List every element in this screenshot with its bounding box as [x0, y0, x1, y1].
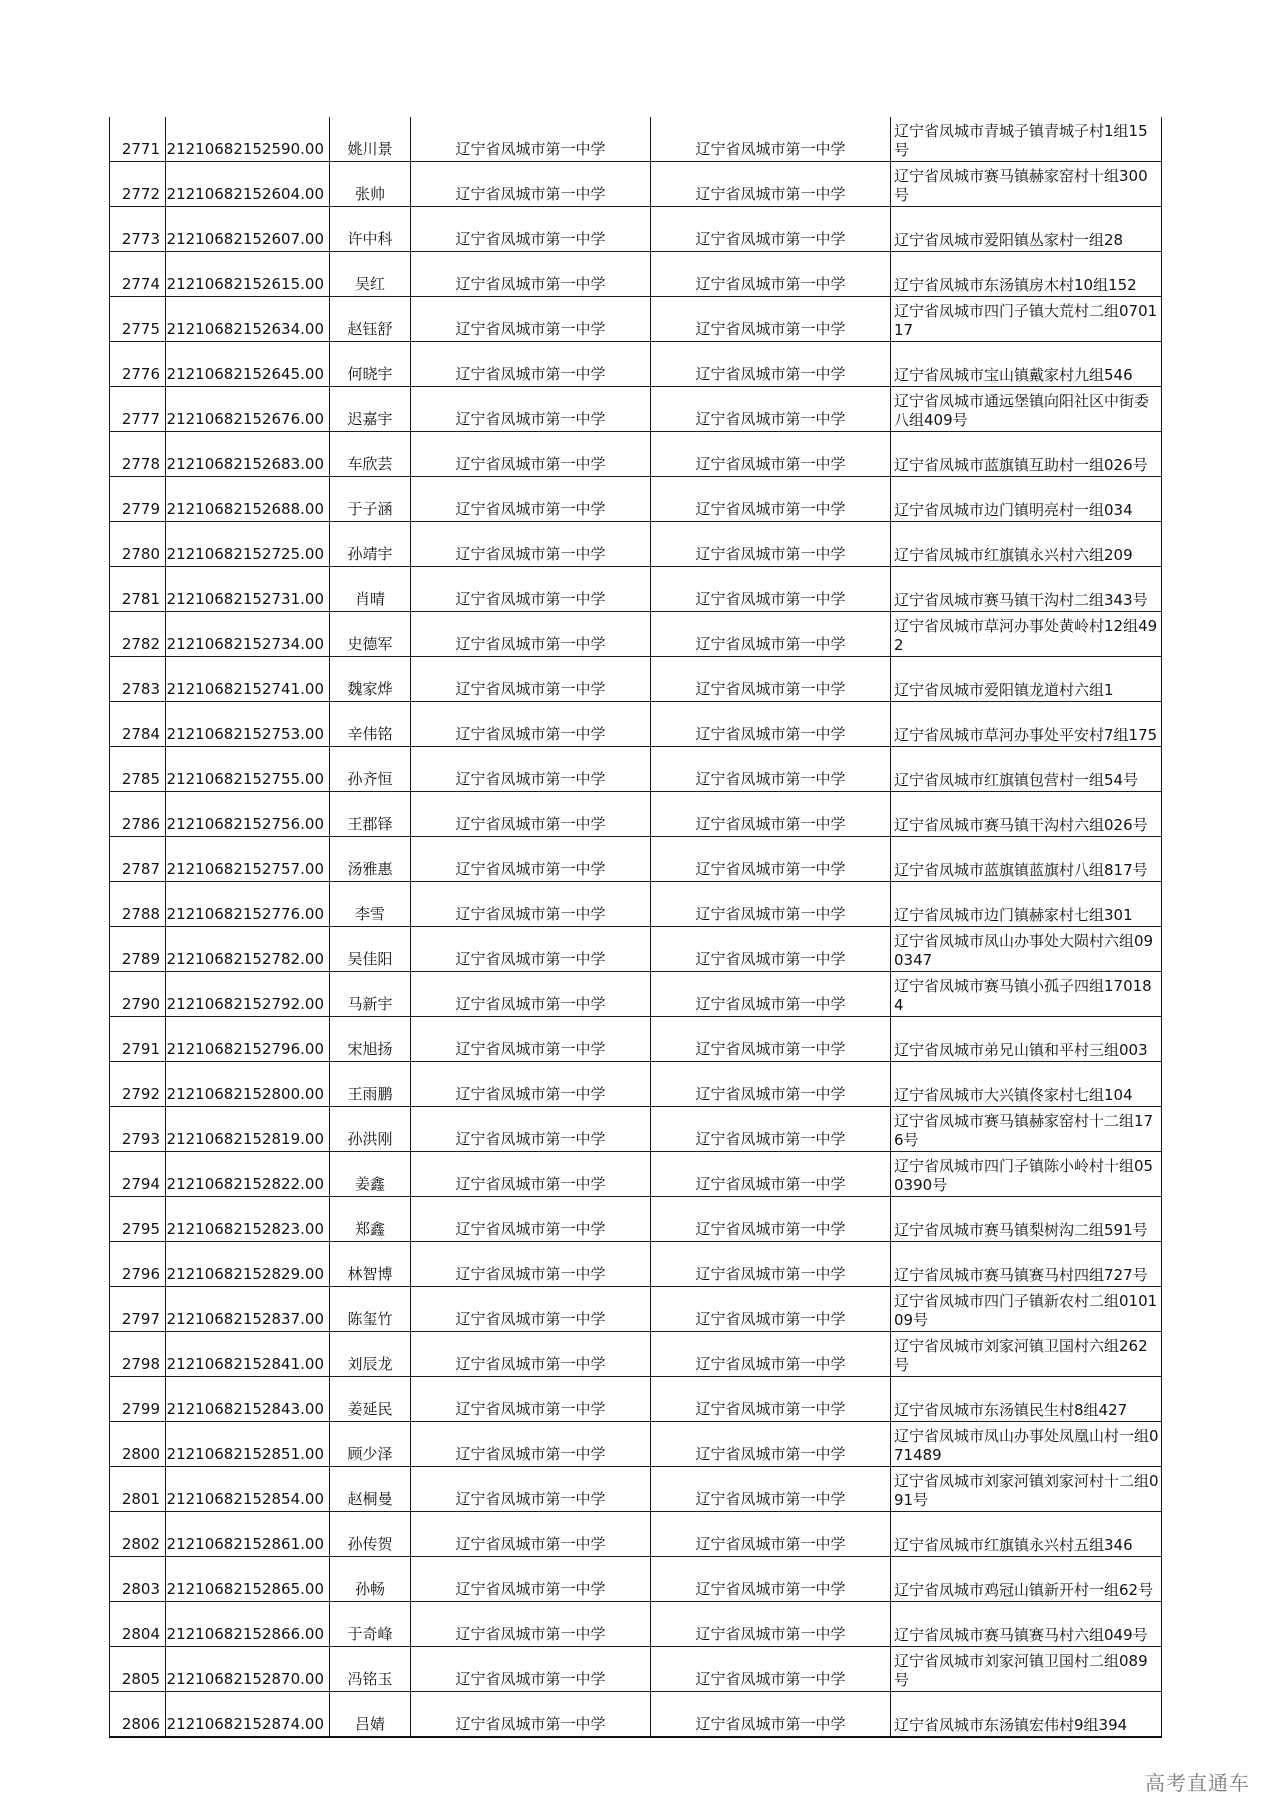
candidate-id: 21210682152755.00: [166, 747, 330, 792]
school-name: 辽宁省凤城市第一中学: [411, 1332, 651, 1377]
student-name: 孙齐恒: [330, 747, 411, 792]
school-name: 辽宁省凤城市第一中学: [411, 1422, 651, 1467]
home-address: 辽宁省凤城市赛马镇赛马村四组727号: [891, 1242, 1162, 1287]
table-row: [110, 477, 1162, 522]
home-address: 辽宁省凤城市赛马镇赫家窑村十二组176号: [891, 1107, 1162, 1152]
candidate-id: 21210682152604.00: [166, 162, 330, 207]
school-name: 辽宁省凤城市第一中学: [411, 1197, 651, 1242]
home-address: 辽宁省凤城市赛马镇小孤子四组170184: [891, 972, 1162, 1017]
table-row: [110, 1062, 1162, 1107]
home-address: 辽宁省凤城市边门镇明亮村一组034: [891, 477, 1162, 522]
row-number: 2775: [110, 297, 166, 342]
admitting-school: 辽宁省凤城市第一中学: [651, 1107, 891, 1152]
table-row: [110, 522, 1162, 567]
home-address: 辽宁省凤城市赛马镇干沟村二组343号: [891, 567, 1162, 612]
home-address: 辽宁省凤城市草河办事处平安村7组175: [891, 702, 1162, 747]
admitting-school: 辽宁省凤城市第一中学: [651, 1557, 891, 1602]
student-name: 辛伟铭: [330, 702, 411, 747]
candidate-id: 21210682152823.00: [166, 1197, 330, 1242]
student-name: 赵桐曼: [330, 1467, 411, 1512]
candidate-id: 21210682152800.00: [166, 1062, 330, 1107]
candidate-id: 21210682152829.00: [166, 1242, 330, 1287]
candidate-id: 21210682152683.00: [166, 432, 330, 477]
student-name: 吴红: [330, 252, 411, 297]
school-name: 辽宁省凤城市第一中学: [411, 117, 651, 162]
table-row: [110, 1467, 1162, 1512]
student-name: 孙洪刚: [330, 1107, 411, 1152]
student-name: 顾少泽: [330, 1422, 411, 1467]
candidate-id: 21210682152676.00: [166, 387, 330, 432]
table-row: [110, 1197, 1162, 1242]
school-name: 辽宁省凤城市第一中学: [411, 882, 651, 927]
row-number: 2787: [110, 837, 166, 882]
admitting-school: 辽宁省凤城市第一中学: [651, 342, 891, 387]
candidate-id: 21210682152851.00: [166, 1422, 330, 1467]
admitting-school: 辽宁省凤城市第一中学: [651, 1332, 891, 1377]
student-name: 汤雅惠: [330, 837, 411, 882]
student-name: 姜延民: [330, 1377, 411, 1422]
home-address: 辽宁省凤城市赛马镇干沟村六组026号: [891, 792, 1162, 837]
school-name: 辽宁省凤城市第一中学: [411, 1647, 651, 1692]
admitting-school: 辽宁省凤城市第一中学: [651, 1242, 891, 1287]
school-name: 辽宁省凤城市第一中学: [411, 792, 651, 837]
home-address: 辽宁省凤城市东汤镇宏伟村9组394: [891, 1692, 1162, 1738]
home-address: 辽宁省凤城市红旗镇包营村一组54号: [891, 747, 1162, 792]
candidate-id: 21210682152782.00: [166, 927, 330, 972]
home-address: 辽宁省凤城市赛马镇赫家窑村十组300号: [891, 162, 1162, 207]
candidate-id: 21210682152756.00: [166, 792, 330, 837]
candidate-id: 21210682152634.00: [166, 297, 330, 342]
table-row: [110, 1332, 1162, 1377]
home-address: 辽宁省凤城市蓝旗镇互助村一组026号: [891, 432, 1162, 477]
school-name: 辽宁省凤城市第一中学: [411, 387, 651, 432]
student-name: 郑鑫: [330, 1197, 411, 1242]
table-row: [110, 837, 1162, 882]
school-name: 辽宁省凤城市第一中学: [411, 657, 651, 702]
admitting-school: 辽宁省凤城市第一中学: [651, 747, 891, 792]
table-row: [110, 297, 1162, 342]
student-name: 马新宇: [330, 972, 411, 1017]
student-name: 于子涵: [330, 477, 411, 522]
school-name: 辽宁省凤城市第一中学: [411, 1062, 651, 1107]
home-address: 辽宁省凤城市刘家河镇卫国村六组262号: [891, 1332, 1162, 1377]
table-row: [110, 792, 1162, 837]
row-number: 2801: [110, 1467, 166, 1512]
home-address: 辽宁省凤城市东汤镇民生村8组427: [891, 1377, 1162, 1422]
admitting-school: 辽宁省凤城市第一中学: [651, 1197, 891, 1242]
row-number: 2785: [110, 747, 166, 792]
student-name: 何晓宇: [330, 342, 411, 387]
candidate-id: 21210682152725.00: [166, 522, 330, 567]
home-address: 辽宁省凤城市弟兄山镇和平村三组003: [891, 1017, 1162, 1062]
row-number: 2803: [110, 1557, 166, 1602]
student-name: 迟嘉宇: [330, 387, 411, 432]
home-address: 辽宁省凤城市凤山办事处凤凰山村一组071489: [891, 1422, 1162, 1467]
student-name: 肖晴: [330, 567, 411, 612]
table-row: [110, 927, 1162, 972]
candidate-id: 21210682152822.00: [166, 1152, 330, 1197]
student-name: 张帅: [330, 162, 411, 207]
table-row: [110, 1647, 1162, 1692]
home-address: 辽宁省凤城市爱阳镇丛家村一组28: [891, 207, 1162, 252]
school-name: 辽宁省凤城市第一中学: [411, 1512, 651, 1557]
home-address: 辽宁省凤城市刘家河镇卫国村二组089号: [891, 1647, 1162, 1692]
school-name: 辽宁省凤城市第一中学: [411, 612, 651, 657]
row-number: 2794: [110, 1152, 166, 1197]
candidate-id: 21210682152734.00: [166, 612, 330, 657]
home-address: 辽宁省凤城市红旗镇永兴村五组346: [891, 1512, 1162, 1557]
student-name: 刘辰龙: [330, 1332, 411, 1377]
row-number: 2779: [110, 477, 166, 522]
school-name: 辽宁省凤城市第一中学: [411, 1242, 651, 1287]
school-name: 辽宁省凤城市第一中学: [411, 1287, 651, 1332]
school-name: 辽宁省凤城市第一中学: [411, 342, 651, 387]
roster-sheet: [109, 117, 1162, 1738]
school-name: 辽宁省凤城市第一中学: [411, 972, 651, 1017]
row-number: 2783: [110, 657, 166, 702]
candidate-id: 21210682152792.00: [166, 972, 330, 1017]
student-name: 史德军: [330, 612, 411, 657]
table-row: [110, 972, 1162, 1017]
roster-table: [109, 117, 1162, 1738]
student-name: 姚川景: [330, 117, 411, 162]
candidate-id: 21210682152854.00: [166, 1467, 330, 1512]
school-name: 辽宁省凤城市第一中学: [411, 477, 651, 522]
student-name: 吴佳阳: [330, 927, 411, 972]
school-name: 辽宁省凤城市第一中学: [411, 432, 651, 477]
admitting-school: 辽宁省凤城市第一中学: [651, 1647, 891, 1692]
table-row: [110, 1602, 1162, 1647]
table-row: [110, 1422, 1162, 1467]
row-number: 2777: [110, 387, 166, 432]
table-row: [110, 342, 1162, 387]
row-number: 2797: [110, 1287, 166, 1332]
admitting-school: 辽宁省凤城市第一中学: [651, 1017, 891, 1062]
student-name: 姜鑫: [330, 1152, 411, 1197]
candidate-id: 21210682152861.00: [166, 1512, 330, 1557]
admitting-school: 辽宁省凤城市第一中学: [651, 567, 891, 612]
table-row: [110, 1017, 1162, 1062]
row-number: 2796: [110, 1242, 166, 1287]
row-number: 2790: [110, 972, 166, 1017]
home-address: 辽宁省凤城市四门子镇大荒村二组070117: [891, 297, 1162, 342]
candidate-id: 21210682152819.00: [166, 1107, 330, 1152]
candidate-id: 21210682152870.00: [166, 1647, 330, 1692]
table-row: [110, 162, 1162, 207]
student-name: 李雪: [330, 882, 411, 927]
school-name: 辽宁省凤城市第一中学: [411, 927, 651, 972]
table-row: [110, 207, 1162, 252]
table-row: [110, 882, 1162, 927]
student-name: 林智博: [330, 1242, 411, 1287]
home-address: 辽宁省凤城市四门子镇陈小岭村十组050390号: [891, 1152, 1162, 1197]
row-number: 2802: [110, 1512, 166, 1557]
table-row: [110, 1692, 1162, 1738]
home-address: 辽宁省凤城市草河办事处黄岭村12组492: [891, 612, 1162, 657]
home-address: 辽宁省凤城市四门子镇新农村二组010109号: [891, 1287, 1162, 1332]
admitting-school: 辽宁省凤城市第一中学: [651, 1152, 891, 1197]
admitting-school: 辽宁省凤城市第一中学: [651, 837, 891, 882]
school-name: 辽宁省凤城市第一中学: [411, 702, 651, 747]
school-name: 辽宁省凤城市第一中学: [411, 1692, 651, 1738]
home-address: 辽宁省凤城市青城子镇青城子村1组15号: [891, 117, 1162, 162]
table-row: [110, 252, 1162, 297]
candidate-id: 21210682152874.00: [166, 1692, 330, 1738]
school-name: 辽宁省凤城市第一中学: [411, 522, 651, 567]
table-row: [110, 747, 1162, 792]
row-number: 2776: [110, 342, 166, 387]
school-name: 辽宁省凤城市第一中学: [411, 1152, 651, 1197]
row-number: 2782: [110, 612, 166, 657]
home-address: 辽宁省凤城市爱阳镇龙道村六组1: [891, 657, 1162, 702]
row-number: 2806: [110, 1692, 166, 1738]
school-name: 辽宁省凤城市第一中学: [411, 297, 651, 342]
candidate-id: 21210682152645.00: [166, 342, 330, 387]
row-number: 2795: [110, 1197, 166, 1242]
home-address: 辽宁省凤城市通远堡镇向阳社区中街委八组409号: [891, 387, 1162, 432]
admitting-school: 辽宁省凤城市第一中学: [651, 297, 891, 342]
table-row: [110, 117, 1162, 162]
admitting-school: 辽宁省凤城市第一中学: [651, 1512, 891, 1557]
student-name: 于奇峰: [330, 1602, 411, 1647]
student-name: 吕婧: [330, 1692, 411, 1738]
watermark-text: 高考直通车: [1145, 1771, 1250, 1795]
school-name: 辽宁省凤城市第一中学: [411, 1602, 651, 1647]
admitting-school: 辽宁省凤城市第一中学: [651, 387, 891, 432]
admitting-school: 辽宁省凤城市第一中学: [651, 1377, 891, 1422]
admitting-school: 辽宁省凤城市第一中学: [651, 702, 891, 747]
student-name: 许中科: [330, 207, 411, 252]
admitting-school: 辽宁省凤城市第一中学: [651, 1287, 891, 1332]
admitting-school: 辽宁省凤城市第一中学: [651, 252, 891, 297]
home-address: 辽宁省凤城市大兴镇佟家村七组104: [891, 1062, 1162, 1107]
student-name: 孙靖宇: [330, 522, 411, 567]
school-name: 辽宁省凤城市第一中学: [411, 1467, 651, 1512]
table-row: [110, 387, 1162, 432]
table-row: [110, 702, 1162, 747]
row-number: 2774: [110, 252, 166, 297]
candidate-id: 21210682152866.00: [166, 1602, 330, 1647]
candidate-id: 21210682152753.00: [166, 702, 330, 747]
admitting-school: 辽宁省凤城市第一中学: [651, 522, 891, 567]
candidate-id: 21210682152615.00: [166, 252, 330, 297]
home-address: 辽宁省凤城市赛马镇梨树沟二组591号: [891, 1197, 1162, 1242]
school-name: 辽宁省凤城市第一中学: [411, 1107, 651, 1152]
admitting-school: 辽宁省凤城市第一中学: [651, 162, 891, 207]
home-address: 辽宁省凤城市赛马镇赛马村六组049号: [891, 1602, 1162, 1647]
candidate-id: 21210682152731.00: [166, 567, 330, 612]
admitting-school: 辽宁省凤城市第一中学: [651, 657, 891, 702]
student-name: 冯铭玉: [330, 1647, 411, 1692]
row-number: 2778: [110, 432, 166, 477]
school-name: 辽宁省凤城市第一中学: [411, 1017, 651, 1062]
table-row: [110, 567, 1162, 612]
row-number: 2793: [110, 1107, 166, 1152]
school-name: 辽宁省凤城市第一中学: [411, 1557, 651, 1602]
table-row: [110, 1287, 1162, 1332]
home-address: 辽宁省凤城市凤山办事处大陨村六组090347: [891, 927, 1162, 972]
table-row: [110, 1152, 1162, 1197]
student-name: 车欣芸: [330, 432, 411, 477]
row-number: 2781: [110, 567, 166, 612]
table-row: [110, 432, 1162, 477]
admitting-school: 辽宁省凤城市第一中学: [651, 1602, 891, 1647]
school-name: 辽宁省凤城市第一中学: [411, 567, 651, 612]
admitting-school: 辽宁省凤城市第一中学: [651, 882, 891, 927]
roster-table-body: [110, 117, 1162, 1737]
student-name: 王雨鹏: [330, 1062, 411, 1107]
admitting-school: 辽宁省凤城市第一中学: [651, 117, 891, 162]
admitting-school: 辽宁省凤城市第一中学: [651, 477, 891, 522]
school-name: 辽宁省凤城市第一中学: [411, 252, 651, 297]
candidate-id: 21210682152843.00: [166, 1377, 330, 1422]
candidate-id: 21210682152776.00: [166, 882, 330, 927]
home-address: 辽宁省凤城市边门镇赫家村七组301: [891, 882, 1162, 927]
student-name: 宋旭扬: [330, 1017, 411, 1062]
row-number: 2788: [110, 882, 166, 927]
row-number: 2786: [110, 792, 166, 837]
school-name: 辽宁省凤城市第一中学: [411, 162, 651, 207]
admitting-school: 辽宁省凤城市第一中学: [651, 927, 891, 972]
school-name: 辽宁省凤城市第一中学: [411, 837, 651, 882]
student-name: 孙畅: [330, 1557, 411, 1602]
row-number: 2804: [110, 1602, 166, 1647]
row-number: 2805: [110, 1647, 166, 1692]
student-name: 孙传贺: [330, 1512, 411, 1557]
table-row: [110, 657, 1162, 702]
home-address: 辽宁省凤城市宝山镇戴家村九组546: [891, 342, 1162, 387]
table-row: [110, 1512, 1162, 1557]
home-address: 辽宁省凤城市东汤镇房木村10组152: [891, 252, 1162, 297]
admitting-school: 辽宁省凤城市第一中学: [651, 792, 891, 837]
candidate-id: 21210682152837.00: [166, 1287, 330, 1332]
row-number: 2773: [110, 207, 166, 252]
table-row: [110, 1242, 1162, 1287]
student-name: 王郡铎: [330, 792, 411, 837]
candidate-id: 21210682152841.00: [166, 1332, 330, 1377]
candidate-id: 21210682152741.00: [166, 657, 330, 702]
admitting-school: 辽宁省凤城市第一中学: [651, 1467, 891, 1512]
home-address: 辽宁省凤城市刘家河镇刘家河村十二组091号: [891, 1467, 1162, 1512]
candidate-id: 21210682152688.00: [166, 477, 330, 522]
admitting-school: 辽宁省凤城市第一中学: [651, 1062, 891, 1107]
row-number: 2780: [110, 522, 166, 567]
home-address: 辽宁省凤城市蓝旗镇蓝旗村八组817号: [891, 837, 1162, 882]
school-name: 辽宁省凤城市第一中学: [411, 747, 651, 792]
student-name: 魏家烨: [330, 657, 411, 702]
row-number: 2789: [110, 927, 166, 972]
row-number: 2791: [110, 1017, 166, 1062]
candidate-id: 21210682152757.00: [166, 837, 330, 882]
admitting-school: 辽宁省凤城市第一中学: [651, 972, 891, 1017]
home-address: 辽宁省凤城市鸡冠山镇新开村一组62号: [891, 1557, 1162, 1602]
student-name: 赵钰舒: [330, 297, 411, 342]
candidate-id: 21210682152607.00: [166, 207, 330, 252]
row-number: 2771: [110, 117, 166, 162]
admitting-school: 辽宁省凤城市第一中学: [651, 1692, 891, 1738]
school-name: 辽宁省凤城市第一中学: [411, 1377, 651, 1422]
row-number: 2799: [110, 1377, 166, 1422]
row-number: 2784: [110, 702, 166, 747]
table-row: [110, 612, 1162, 657]
row-number: 2772: [110, 162, 166, 207]
admitting-school: 辽宁省凤城市第一中学: [651, 612, 891, 657]
candidate-id: 21210682152865.00: [166, 1557, 330, 1602]
table-row: [110, 1557, 1162, 1602]
admitting-school: 辽宁省凤城市第一中学: [651, 432, 891, 477]
school-name: 辽宁省凤城市第一中学: [411, 207, 651, 252]
home-address: 辽宁省凤城市红旗镇永兴村六组209: [891, 522, 1162, 567]
table-row: [110, 1107, 1162, 1152]
admitting-school: 辽宁省凤城市第一中学: [651, 1422, 891, 1467]
row-number: 2798: [110, 1332, 166, 1377]
student-name: 陈玺竹: [330, 1287, 411, 1332]
admitting-school: 辽宁省凤城市第一中学: [651, 207, 891, 252]
row-number: 2800: [110, 1422, 166, 1467]
candidate-id: 21210682152590.00: [166, 117, 330, 162]
candidate-id: 21210682152796.00: [166, 1017, 330, 1062]
table-row: [110, 1377, 1162, 1422]
row-number: 2792: [110, 1062, 166, 1107]
